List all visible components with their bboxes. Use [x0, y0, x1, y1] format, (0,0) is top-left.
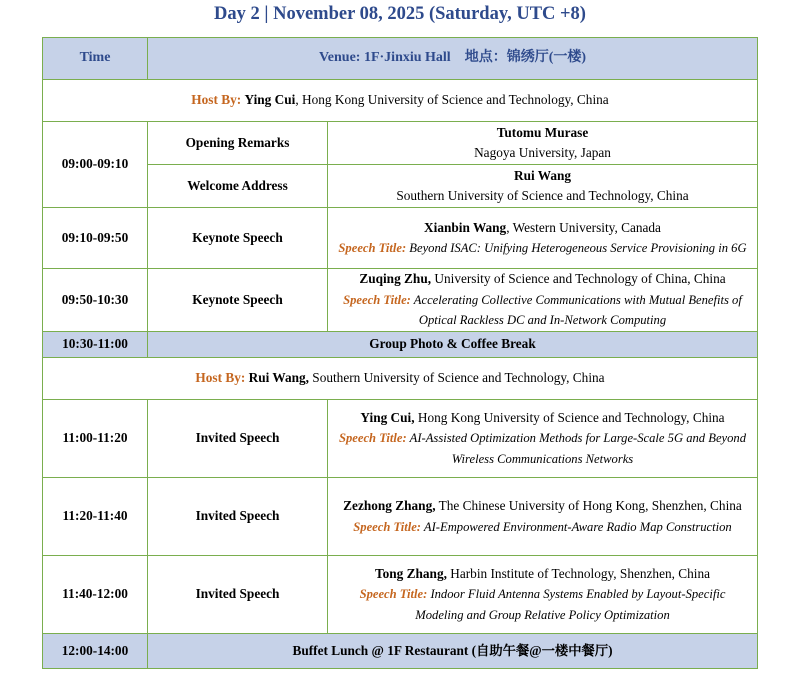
table-row: [43, 269, 758, 332]
table-row: [43, 122, 758, 165]
speech-title: Accelerating Collective Communications with Mutual Benefits of Optical Rackless DC and In-Network Computing: [410, 292, 742, 328]
break-label: Buffet Lunch @ 1F Restaurant (自助午餐@一楼中餐厅): [148, 634, 758, 669]
speaker-affiliation: , Western University, Canada: [506, 219, 661, 235]
host-label: Host By:: [195, 370, 246, 386]
speech-title-label: Speech Title:: [338, 431, 407, 446]
break-row: [43, 634, 758, 669]
speaker-affiliation: The Chinese University of Hong Kong, Shenzhen, China: [435, 498, 742, 513]
host-name: Rui Wang,: [248, 370, 309, 386]
break-time: 10:30-11:00: [43, 332, 148, 358]
speaker-affiliation: Southern University of Science and Technology, China: [396, 188, 689, 203]
time-cell: 11:20-11:40: [43, 478, 148, 556]
table-row: [43, 165, 758, 208]
schedule-table: [42, 37, 758, 669]
host-row: [43, 80, 758, 122]
speaker-name: Zuqing Zhu,: [359, 271, 432, 287]
table-row: [43, 478, 758, 556]
session-type: Invited Speech: [148, 556, 328, 634]
host-affiliation: , Hong Kong University of Science and Technology, China: [295, 92, 609, 108]
speech-title: AI-Empowered Environment-Aware Radio Map Construction: [421, 519, 732, 534]
session-type: Invited Speech: [148, 400, 328, 478]
table-row: [43, 400, 758, 478]
speaker-name: Rui Wang: [513, 167, 572, 183]
session-type: Welcome Address: [148, 165, 328, 208]
speaker-affiliation: Hong Kong University of Science and Technology, China: [414, 409, 725, 425]
speech-title-label: Speech Title:: [353, 519, 421, 534]
venue-header: Venue: 1F·Jinxiu Hall 地点：锦绣厅(一楼): [148, 38, 758, 80]
break-row: [43, 332, 758, 358]
time-cell: 11:40-12:00: [43, 556, 148, 634]
speech-title-label: Speech Title:: [343, 292, 411, 307]
speaker-name: Tong Zhang,: [374, 565, 447, 581]
speaker-cell: [328, 122, 758, 165]
page-title: Day 2 | November 08, 2025 (Saturday, UTC +8): [214, 4, 586, 24]
time-cell: 09:00-09:10: [43, 122, 148, 208]
host-name: Ying Cui: [244, 92, 296, 108]
table-row: [43, 208, 758, 269]
speech-title: Indoor Fluid Antenna Systems Enabled by Layout-Specific Modeling and Group Relative Policy Optimization: [415, 587, 726, 622]
table-row: [43, 556, 758, 634]
speech-title: AI-Assisted Optimization Methods for Large-Scale 5G and Beyond Wireless Communications Networks: [406, 431, 747, 466]
host-affiliation: Southern University of Science and Technology, China: [308, 370, 605, 386]
speaker-cell: [328, 478, 758, 556]
time-cell: 11:00-11:20: [43, 400, 148, 478]
speaker-cell: [328, 400, 758, 478]
session-type: Invited Speech: [148, 478, 328, 556]
speech-title-label: Speech Title:: [338, 241, 407, 255]
time-cell: 09:10-09:50: [43, 208, 148, 269]
time-cell: 09:50-10:30: [43, 269, 148, 332]
speaker-cell: [328, 269, 758, 332]
header-row: [43, 38, 758, 80]
speaker-cell: [328, 208, 758, 269]
break-label: Group Photo & Coffee Break: [148, 332, 758, 358]
speech-title: Beyond ISAC: Unifying Heterogeneous Service Provisioning in 6G: [406, 241, 747, 255]
speech-title-label: Speech Title:: [359, 587, 428, 602]
speaker-cell: [328, 556, 758, 634]
host-row: [43, 358, 758, 400]
session-type: Keynote Speech: [148, 269, 328, 332]
speaker-affiliation: University of Science and Technology of China, China: [431, 271, 726, 287]
break-time: 12:00-14:00: [43, 634, 148, 669]
session-type: Opening Remarks: [148, 122, 328, 165]
speaker-name: Tutomu Murase: [496, 124, 589, 140]
speaker-name: Zezhong Zhang,: [343, 498, 436, 513]
speaker-affiliation: Nagoya University, Japan: [474, 145, 611, 160]
speaker-cell: [328, 165, 758, 208]
speaker-affiliation: Harbin Institute of Technology, Shenzhen, China: [446, 565, 711, 581]
session-type: Keynote Speech: [148, 208, 328, 269]
host-label: Host By:: [191, 92, 242, 108]
speaker-name: Ying Cui,: [360, 409, 415, 425]
time-header: Time: [43, 38, 148, 80]
speaker-name: Xianbin Wang: [424, 219, 507, 235]
